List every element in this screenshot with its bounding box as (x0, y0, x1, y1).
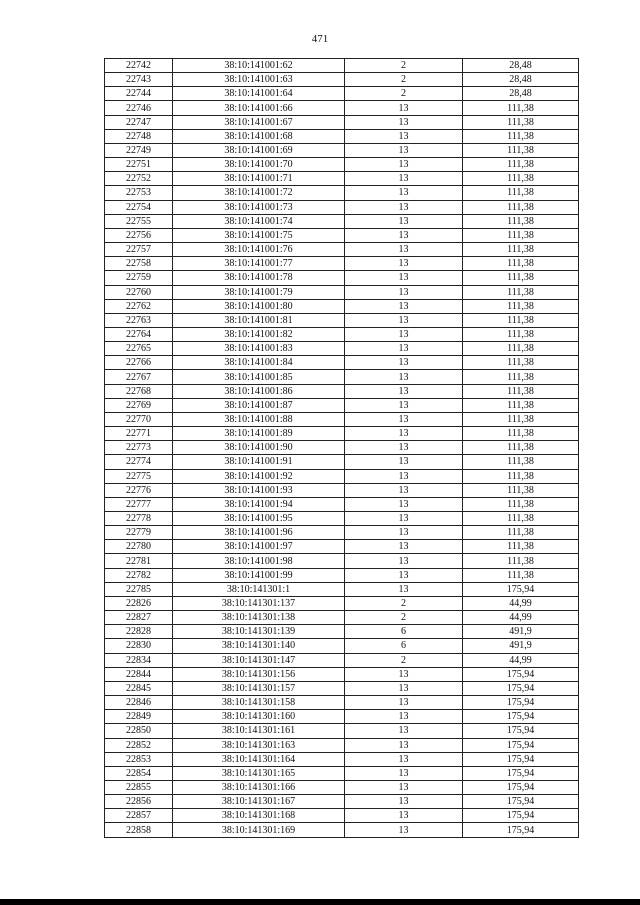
value-cell: 44,99 (463, 611, 579, 625)
table-row (105, 384, 579, 398)
value-cell: 111,38 (463, 554, 579, 568)
count-cell: 13 (345, 186, 463, 200)
cadastral-number-cell: 38:10:141001:91 (173, 455, 345, 469)
value-cell: 111,38 (463, 143, 579, 157)
count-cell: 2 (345, 611, 463, 625)
value-cell: 491,9 (463, 639, 579, 653)
count-cell: 6 (345, 639, 463, 653)
value-cell: 44,99 (463, 653, 579, 667)
table-row (105, 809, 579, 823)
row-index-cell: 22746 (105, 101, 173, 115)
count-cell: 13 (345, 342, 463, 356)
table-row (105, 356, 579, 370)
count-cell: 13 (345, 526, 463, 540)
table-row (105, 143, 579, 157)
count-cell: 2 (345, 59, 463, 73)
table-row (105, 455, 579, 469)
page-number: 471 (311, 33, 329, 45)
count-cell: 13 (345, 257, 463, 271)
count-cell: 2 (345, 73, 463, 87)
cadastral-number-cell: 38:10:141001:64 (173, 87, 345, 101)
table-row (105, 540, 579, 554)
table-row (105, 780, 579, 794)
row-index-cell: 22754 (105, 200, 173, 214)
row-index-cell: 22858 (105, 823, 173, 837)
value-cell: 175,94 (463, 681, 579, 695)
row-index-cell: 22748 (105, 129, 173, 143)
table-row (105, 59, 579, 73)
cadastral-number-cell: 38:10:141001:63 (173, 73, 345, 87)
count-cell: 13 (345, 469, 463, 483)
value-cell: 111,38 (463, 327, 579, 341)
scan-border (0, 899, 640, 905)
value-cell: 111,38 (463, 243, 579, 257)
table-row (105, 285, 579, 299)
row-index-cell: 22744 (105, 87, 173, 101)
value-cell: 491,9 (463, 625, 579, 639)
count-cell: 13 (345, 780, 463, 794)
count-cell: 13 (345, 582, 463, 596)
table-row (105, 681, 579, 695)
value-cell: 111,38 (463, 483, 579, 497)
table-row (105, 101, 579, 115)
row-index-cell: 22834 (105, 653, 173, 667)
table-row (105, 795, 579, 809)
cadastral-number-cell: 38:10:141001:80 (173, 299, 345, 313)
cadastral-number-cell: 38:10:141001:86 (173, 384, 345, 398)
count-cell: 13 (345, 738, 463, 752)
row-index-cell: 22769 (105, 398, 173, 412)
cadastral-number-cell: 38:10:141301:140 (173, 639, 345, 653)
cadastral-number-cell: 38:10:141301:164 (173, 752, 345, 766)
cadastral-number-cell: 38:10:141001:66 (173, 101, 345, 115)
table-row (105, 327, 579, 341)
row-index-cell: 22753 (105, 186, 173, 200)
row-index-cell: 22852 (105, 738, 173, 752)
cadastral-number-cell: 38:10:141301:138 (173, 611, 345, 625)
value-cell: 111,38 (463, 412, 579, 426)
row-index-cell: 22749 (105, 143, 173, 157)
cadastral-number-cell: 38:10:141001:81 (173, 313, 345, 327)
cadastral-number-cell: 38:10:141001:75 (173, 228, 345, 242)
cadastral-number-cell: 38:10:141301:157 (173, 681, 345, 695)
cadastral-number-cell: 38:10:141001:72 (173, 186, 345, 200)
count-cell: 13 (345, 214, 463, 228)
row-index-cell: 22752 (105, 172, 173, 186)
count-cell: 13 (345, 710, 463, 724)
table-row (105, 512, 579, 526)
value-cell: 111,38 (463, 356, 579, 370)
value-cell: 175,94 (463, 823, 579, 837)
count-cell: 13 (345, 115, 463, 129)
cadastral-number-cell: 38:10:141001:92 (173, 469, 345, 483)
count-cell: 13 (345, 313, 463, 327)
table-row (105, 497, 579, 511)
row-index-cell: 22763 (105, 313, 173, 327)
table-row (105, 526, 579, 540)
table-row (105, 611, 579, 625)
cadastral-number-cell: 38:10:141301:158 (173, 696, 345, 710)
count-cell: 13 (345, 455, 463, 469)
value-cell: 175,94 (463, 667, 579, 681)
value-cell: 175,94 (463, 795, 579, 809)
count-cell: 13 (345, 512, 463, 526)
table-row (105, 299, 579, 313)
registry-table (104, 58, 579, 838)
count-cell: 13 (345, 101, 463, 115)
row-index-cell: 22747 (105, 115, 173, 129)
value-cell: 111,38 (463, 158, 579, 172)
value-cell: 111,38 (463, 299, 579, 313)
row-index-cell: 22855 (105, 780, 173, 794)
table-row (105, 752, 579, 766)
cadastral-number-cell: 38:10:141001:74 (173, 214, 345, 228)
row-index-cell: 22846 (105, 696, 173, 710)
row-index-cell: 22762 (105, 299, 173, 313)
count-cell: 13 (345, 356, 463, 370)
count-cell: 13 (345, 398, 463, 412)
count-cell: 13 (345, 696, 463, 710)
value-cell: 175,94 (463, 582, 579, 596)
row-index-cell: 22757 (105, 243, 173, 257)
count-cell: 13 (345, 384, 463, 398)
table-row (105, 738, 579, 752)
row-index-cell: 22751 (105, 158, 173, 172)
row-index-cell: 22830 (105, 639, 173, 653)
row-index-cell: 22779 (105, 526, 173, 540)
count-cell: 13 (345, 752, 463, 766)
value-cell: 111,38 (463, 129, 579, 143)
value-cell: 111,38 (463, 285, 579, 299)
count-cell: 13 (345, 271, 463, 285)
count-cell: 13 (345, 809, 463, 823)
value-cell: 28,48 (463, 73, 579, 87)
table-row (105, 186, 579, 200)
value-cell: 44,99 (463, 596, 579, 610)
cadastral-number-cell: 38:10:141001:67 (173, 115, 345, 129)
row-index-cell: 22845 (105, 681, 173, 695)
value-cell: 111,38 (463, 228, 579, 242)
row-index-cell: 22856 (105, 795, 173, 809)
cadastral-number-cell: 38:10:141001:93 (173, 483, 345, 497)
cadastral-number-cell: 38:10:141001:70 (173, 158, 345, 172)
value-cell: 175,94 (463, 710, 579, 724)
count-cell: 13 (345, 285, 463, 299)
row-index-cell: 22773 (105, 441, 173, 455)
table-row (105, 441, 579, 455)
row-index-cell: 22775 (105, 469, 173, 483)
count-cell: 13 (345, 554, 463, 568)
row-index-cell: 22765 (105, 342, 173, 356)
cadastral-number-cell: 38:10:141301:147 (173, 653, 345, 667)
table-row (105, 554, 579, 568)
table-row (105, 639, 579, 653)
count-cell: 13 (345, 299, 463, 313)
count-cell: 2 (345, 596, 463, 610)
value-cell: 111,38 (463, 512, 579, 526)
value-cell: 175,94 (463, 696, 579, 710)
table-row (105, 313, 579, 327)
row-index-cell: 22764 (105, 327, 173, 341)
value-cell: 111,38 (463, 568, 579, 582)
count-cell: 13 (345, 143, 463, 157)
row-index-cell: 22759 (105, 271, 173, 285)
value-cell: 175,94 (463, 766, 579, 780)
count-cell: 13 (345, 172, 463, 186)
table-row (105, 172, 579, 186)
value-cell: 175,94 (463, 724, 579, 738)
cadastral-number-cell: 38:10:141001:99 (173, 568, 345, 582)
cadastral-number-cell: 38:10:141301:168 (173, 809, 345, 823)
value-cell: 111,38 (463, 540, 579, 554)
count-cell: 13 (345, 412, 463, 426)
row-index-cell: 22857 (105, 809, 173, 823)
cadastral-number-cell: 38:10:141301:166 (173, 780, 345, 794)
value-cell: 28,48 (463, 59, 579, 73)
table-row (105, 724, 579, 738)
value-cell: 111,38 (463, 271, 579, 285)
table-row (105, 625, 579, 639)
row-index-cell: 22782 (105, 568, 173, 582)
row-index-cell: 22776 (105, 483, 173, 497)
cadastral-number-cell: 38:10:141001:82 (173, 327, 345, 341)
row-index-cell: 22827 (105, 611, 173, 625)
cadastral-number-cell: 38:10:141301:156 (173, 667, 345, 681)
count-cell: 13 (345, 568, 463, 582)
value-cell: 111,38 (463, 398, 579, 412)
row-index-cell: 22742 (105, 59, 173, 73)
value-cell: 111,38 (463, 497, 579, 511)
value-cell: 175,94 (463, 752, 579, 766)
table-row (105, 766, 579, 780)
table-row (105, 129, 579, 143)
count-cell: 13 (345, 228, 463, 242)
table-row (105, 412, 579, 426)
cadastral-number-cell: 38:10:141001:85 (173, 370, 345, 384)
count-cell: 13 (345, 427, 463, 441)
value-cell: 175,94 (463, 809, 579, 823)
count-cell: 13 (345, 540, 463, 554)
value-cell: 111,38 (463, 172, 579, 186)
count-cell: 13 (345, 823, 463, 837)
count-cell: 13 (345, 667, 463, 681)
row-index-cell: 22743 (105, 73, 173, 87)
count-cell: 13 (345, 129, 463, 143)
cadastral-number-cell: 38:10:141301:165 (173, 766, 345, 780)
value-cell: 111,38 (463, 313, 579, 327)
cadastral-number-cell: 38:10:141001:77 (173, 257, 345, 271)
row-index-cell: 22785 (105, 582, 173, 596)
row-index-cell: 22853 (105, 752, 173, 766)
registry-table-body (105, 59, 579, 838)
cadastral-number-cell: 38:10:141301:139 (173, 625, 345, 639)
row-index-cell: 22844 (105, 667, 173, 681)
count-cell: 13 (345, 441, 463, 455)
table-row (105, 158, 579, 172)
table-row (105, 228, 579, 242)
table-row (105, 342, 579, 356)
cadastral-number-cell: 38:10:141001:76 (173, 243, 345, 257)
table-row (105, 398, 579, 412)
value-cell: 28,48 (463, 87, 579, 101)
cadastral-number-cell: 38:10:141001:71 (173, 172, 345, 186)
row-index-cell: 22770 (105, 412, 173, 426)
table-row (105, 87, 579, 101)
cadastral-number-cell: 38:10:141001:69 (173, 143, 345, 157)
cadastral-number-cell: 38:10:141301:169 (173, 823, 345, 837)
row-index-cell: 22756 (105, 228, 173, 242)
table-row (105, 483, 579, 497)
cadastral-number-cell: 38:10:141001:98 (173, 554, 345, 568)
value-cell: 111,38 (463, 101, 579, 115)
row-index-cell: 22767 (105, 370, 173, 384)
cadastral-number-cell: 38:10:141301:163 (173, 738, 345, 752)
row-index-cell: 22777 (105, 497, 173, 511)
table-row (105, 200, 579, 214)
table-row (105, 582, 579, 596)
count-cell: 2 (345, 653, 463, 667)
table-row (105, 214, 579, 228)
table-row (105, 427, 579, 441)
value-cell: 111,38 (463, 200, 579, 214)
table-row (105, 271, 579, 285)
count-cell: 13 (345, 766, 463, 780)
table-row (105, 710, 579, 724)
cadastral-number-cell: 38:10:141001:90 (173, 441, 345, 455)
table-row (105, 115, 579, 129)
value-cell: 111,38 (463, 441, 579, 455)
row-index-cell: 22854 (105, 766, 173, 780)
count-cell: 13 (345, 158, 463, 172)
cadastral-number-cell: 38:10:141001:87 (173, 398, 345, 412)
cadastral-number-cell: 38:10:141001:95 (173, 512, 345, 526)
row-index-cell: 22849 (105, 710, 173, 724)
row-index-cell: 22826 (105, 596, 173, 610)
row-index-cell: 22850 (105, 724, 173, 738)
count-cell: 13 (345, 483, 463, 497)
value-cell: 111,38 (463, 526, 579, 540)
table-row (105, 257, 579, 271)
cadastral-number-cell: 38:10:141001:68 (173, 129, 345, 143)
cadastral-number-cell: 38:10:141301:137 (173, 596, 345, 610)
cadastral-number-cell: 38:10:141001:96 (173, 526, 345, 540)
table-row (105, 696, 579, 710)
value-cell: 111,38 (463, 186, 579, 200)
count-cell: 13 (345, 795, 463, 809)
count-cell: 6 (345, 625, 463, 639)
cadastral-number-cell: 38:10:141001:84 (173, 356, 345, 370)
table-row (105, 667, 579, 681)
cadastral-number-cell: 38:10:141001:78 (173, 271, 345, 285)
count-cell: 13 (345, 724, 463, 738)
value-cell: 111,38 (463, 115, 579, 129)
count-cell: 13 (345, 497, 463, 511)
cadastral-number-cell: 38:10:141001:94 (173, 497, 345, 511)
table-row (105, 568, 579, 582)
row-index-cell: 22771 (105, 427, 173, 441)
cadastral-number-cell: 38:10:141301:160 (173, 710, 345, 724)
count-cell: 13 (345, 200, 463, 214)
cadastral-number-cell: 38:10:141001:62 (173, 59, 345, 73)
row-index-cell: 22758 (105, 257, 173, 271)
count-cell: 13 (345, 681, 463, 695)
row-index-cell: 22781 (105, 554, 173, 568)
value-cell: 111,38 (463, 384, 579, 398)
row-index-cell: 22778 (105, 512, 173, 526)
row-index-cell: 22828 (105, 625, 173, 639)
cadastral-number-cell: 38:10:141001:73 (173, 200, 345, 214)
table-row (105, 469, 579, 483)
row-index-cell: 22780 (105, 540, 173, 554)
value-cell: 111,38 (463, 370, 579, 384)
cadastral-number-cell: 38:10:141301:161 (173, 724, 345, 738)
cadastral-number-cell: 38:10:141001:83 (173, 342, 345, 356)
table-row (105, 653, 579, 667)
value-cell: 111,38 (463, 214, 579, 228)
row-index-cell: 22768 (105, 384, 173, 398)
row-index-cell: 22755 (105, 214, 173, 228)
count-cell: 2 (345, 87, 463, 101)
count-cell: 13 (345, 370, 463, 384)
value-cell: 111,38 (463, 257, 579, 271)
cadastral-number-cell: 38:10:141001:97 (173, 540, 345, 554)
cadastral-number-cell: 38:10:141001:79 (173, 285, 345, 299)
table-row (105, 73, 579, 87)
value-cell: 111,38 (463, 455, 579, 469)
row-index-cell: 22774 (105, 455, 173, 469)
count-cell: 13 (345, 243, 463, 257)
count-cell: 13 (345, 327, 463, 341)
value-cell: 175,94 (463, 780, 579, 794)
value-cell: 111,38 (463, 342, 579, 356)
cadastral-number-cell: 38:10:141301:167 (173, 795, 345, 809)
cadastral-number-cell: 38:10:141001:88 (173, 412, 345, 426)
cadastral-number-cell: 38:10:141301:1 (173, 582, 345, 596)
row-index-cell: 22766 (105, 356, 173, 370)
row-index-cell: 22760 (105, 285, 173, 299)
table-row (105, 823, 579, 837)
table-row (105, 370, 579, 384)
table-row (105, 243, 579, 257)
table-row (105, 596, 579, 610)
value-cell: 111,38 (463, 427, 579, 441)
value-cell: 175,94 (463, 738, 579, 752)
cadastral-number-cell: 38:10:141001:89 (173, 427, 345, 441)
value-cell: 111,38 (463, 469, 579, 483)
